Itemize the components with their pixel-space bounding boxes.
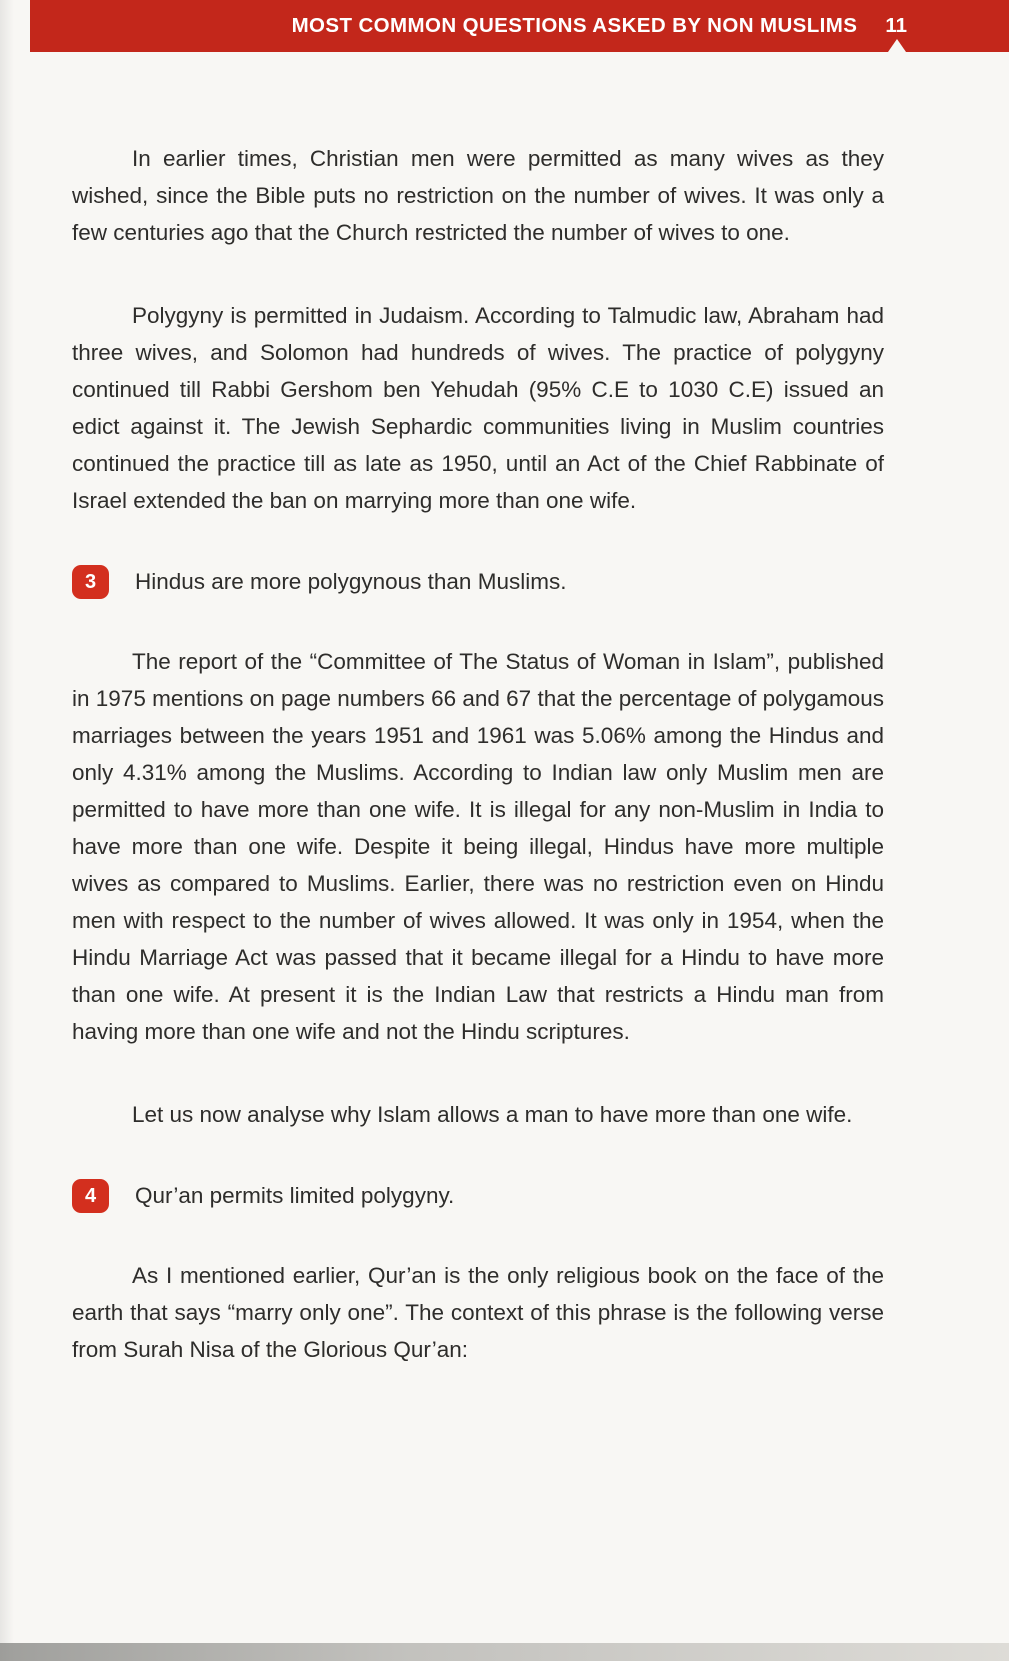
paragraph-christian-polygyny: In earlier times, Christian men were permitted as many wives as they wished, since the Bible puts no restriction on the number of wives. It was only a few centuries ago that the Church restricted the number of wives to one. — [72, 146, 884, 245]
paragraph-quran-context: As I mentioned earlier, Qur’an is the only religious book on the face of the earth that says “marry only one”. The context of this phrase is the following verse from Surah Nisa of the Glorious Qur’an: — [72, 1263, 884, 1362]
point-4 — [72, 1179, 884, 1213]
point-4-label: Qur’an permits limited polygyny. — [135, 1183, 455, 1208]
page-number: 11 — [885, 14, 907, 37]
page-header — [30, 0, 1009, 52]
page-content — [72, 140, 884, 1414]
paragraph-let-us-analyse: Let us now analyse why Islam allows a man to have more than one wife. — [132, 1102, 853, 1127]
scan-edge — [0, 1643, 1009, 1661]
up-arrow-icon — [888, 39, 906, 52]
point-4-badge: 4 — [72, 1179, 109, 1213]
paragraph-committee-report: The report of the “Committee of The Status of Woman in Islam”, published in 1975 mentions on page numbers 66 and 67 that the percentage of polygamous marriages between the years 1951 and 1961 was 5.06% among the Hindus and only 4.31% among the Muslims. According to Indian law only Muslim men are permitted to have more than one wife. It is illegal for any non-Muslim in India to have more than one wife. Despite it being illegal, Hindus have more multiple wives as compared to Muslims. Earlier, there was no restriction even on Hindu men with respect to the number of wives allowed. It was only in 1954, when the Hindu Marriage Act was passed that it became illegal for a Hindu to have more than one wife. At present it is the Indian Law that restricts a Hindu man from having more than one wife and not the Hindu scriptures. — [72, 649, 884, 1044]
point-3-badge: 3 — [72, 565, 109, 599]
point-3-label: Hindus are more polygynous than Muslims. — [135, 569, 567, 594]
point-3 — [72, 565, 884, 599]
header-title: MOST COMMON QUESTIONS ASKED BY NON MUSLIMS — [291, 14, 858, 37]
paragraph-judaism-polygyny: Polygyny is permitted in Judaism. According to Talmudic law, Abraham had three wives, and Solomon had hundreds of wives. The practice of polygyny continued till Rabbi Gershom ben Yehudah (95% C.E to 1030 C.E) issued an edict against it. The Jewish Sephardic communities living in Muslim countries continued the practice till as late as 1950, until an Act of the Chief Rabbinate of Israel extended the ban on marrying more than one wife. — [72, 303, 884, 513]
